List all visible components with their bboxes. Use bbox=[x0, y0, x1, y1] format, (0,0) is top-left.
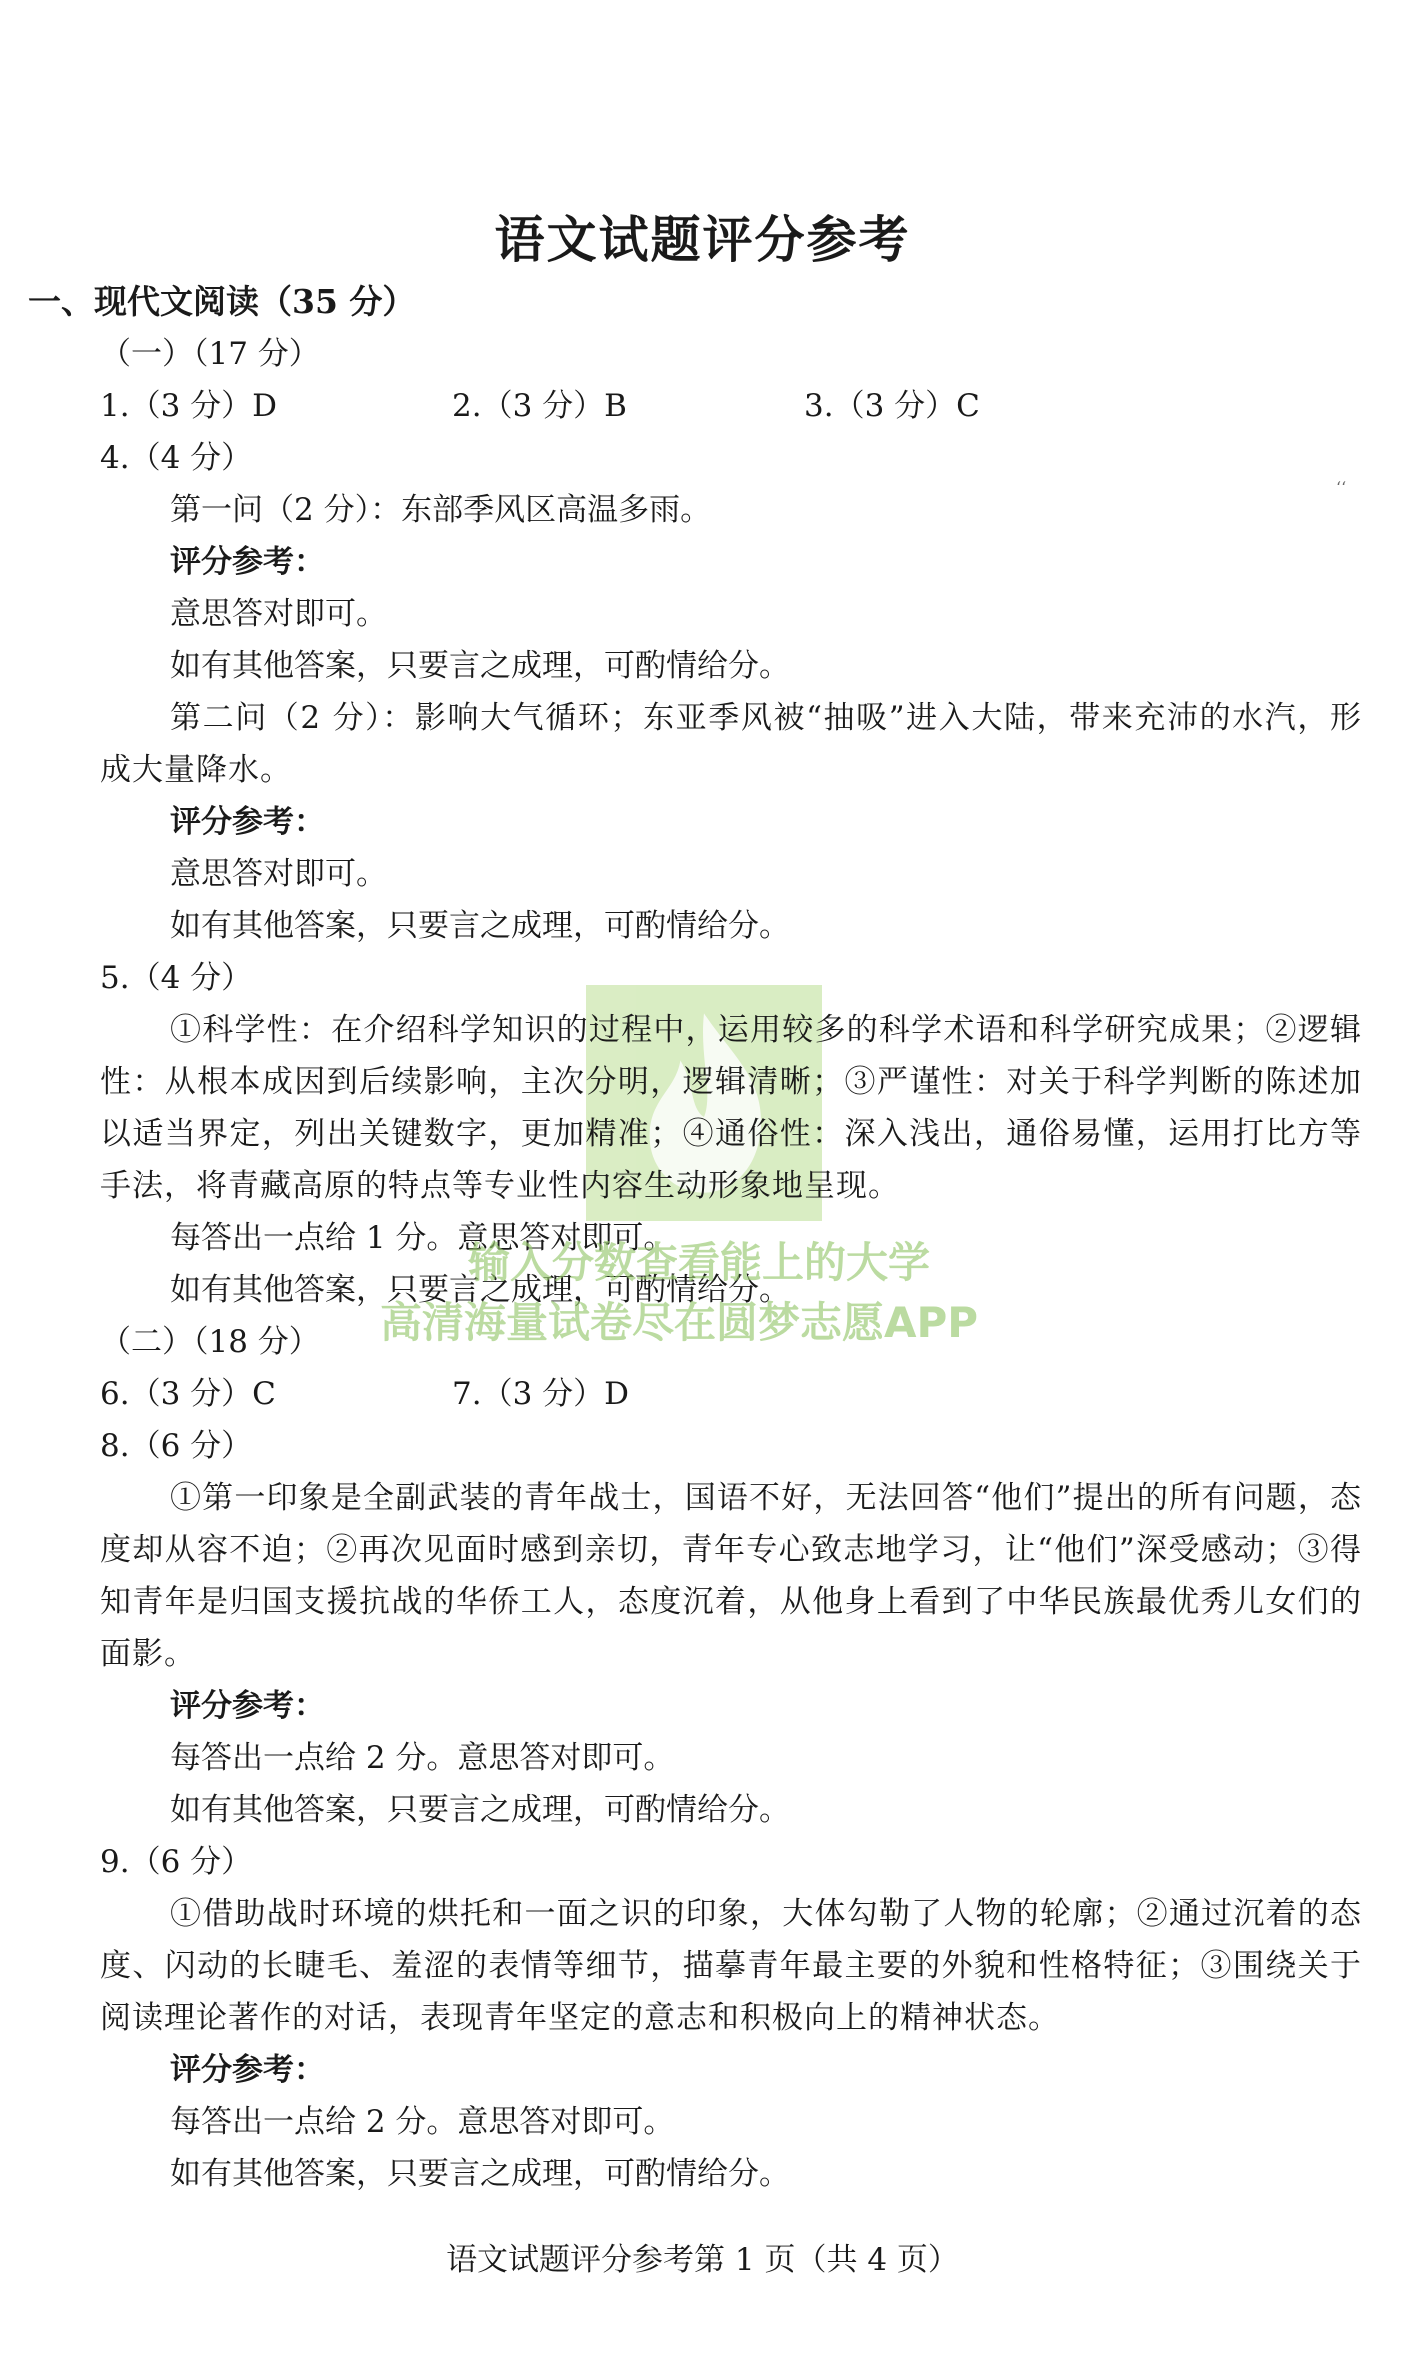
scoring-note: 如有其他答案，只要言之成理，可酌情给分。 bbox=[170, 908, 790, 944]
page-footer: 语文试题评分参考第 1 页（共 4 页） bbox=[446, 2242, 959, 2278]
scoring-label: 评分参考： bbox=[170, 2052, 325, 2088]
scoring-note: 如有其他答案，只要言之成理，可酌情给分。 bbox=[170, 1792, 790, 1828]
stray-mark: ‘‘ bbox=[1336, 478, 1347, 497]
part-heading: （一）（17 分） bbox=[100, 336, 320, 372]
scoring-note: 如有其他答案，只要言之成理，可酌情给分。 bbox=[170, 1272, 790, 1308]
part-heading: （二）（18 分） bbox=[100, 1324, 320, 1360]
answer-paragraph: ①第一印象是全副武装的青年战士，国语不好，无法回答“他们”提出的所有问题，态度却从容不迫；②再次见面时感到亲切，青年专心致志地学习，让“他们”深受感动；③得知青年是归国支援抗战的华侨工人，态度沉着，从他身上看到了中华民族最优秀儿女们的面影。 bbox=[100, 1480, 1362, 1672]
scoring-text: 每答出一点给 2 分。意思答对即可。 bbox=[170, 2104, 675, 2140]
answer-q3: 3.（3 分）C bbox=[804, 388, 980, 424]
scoring-note: 如有其他答案，只要言之成理，可酌情给分。 bbox=[170, 2156, 790, 2192]
answer-text: 第一问（2 分）：东部季风区高温多雨。 bbox=[170, 492, 712, 528]
scoring-text: 意思答对即可。 bbox=[170, 856, 387, 892]
answer-paragraph: ①科学性：在介绍科学知识的过程中，运用较多的科学术语和科学研究成果；②逻辑性：从根本成因到后续影响，主次分明，逻辑清晰；③严谨性：对关于科学判断的陈述加以适当界定，列出关键数字，更加精准；④通俗性：深入浅出，通俗易懂，运用打比方等手法，将青藏高原的特点等专业性内容生动形象地呈现。 bbox=[100, 1012, 1362, 1204]
question-heading: 8.（6 分） bbox=[100, 1428, 253, 1464]
watermark-line: 高清海量试卷尽在圆梦志愿APP bbox=[380, 1298, 979, 1347]
scoring-note: 如有其他答案，只要言之成理，可酌情给分。 bbox=[170, 648, 790, 684]
scoring-text: 意思答对即可。 bbox=[170, 596, 387, 632]
question-heading: 4.（4 分） bbox=[100, 440, 253, 476]
scoring-label: 评分参考： bbox=[170, 544, 325, 580]
answer-paragraph: 第二问（2 分）：影响大气循环；东亚季风被“抽吸”进入大陆，带来充沛的水汽，形成大量降水。 bbox=[100, 700, 1362, 788]
answer-q7: 7.（3 分）D bbox=[452, 1376, 630, 1412]
page-title: 语文试题评分参考 bbox=[494, 210, 911, 269]
answer-q2: 2.（3 分）B bbox=[452, 388, 627, 424]
answer-paragraph: ①借助战时环境的烘托和一面之识的印象，大体勾勒了人物的轮廓；②通过沉着的态度、闪动的长睫毛、羞涩的表情等细节，描摹青年最主要的外貌和性格特征；③围绕关于阅读理论著作的对话，表现青年坚定的意志和积极向上的精神状态。 bbox=[100, 1896, 1362, 2036]
question-heading: 9.（6 分） bbox=[100, 1844, 253, 1880]
scoring-text: 每答出一点给 2 分。意思答对即可。 bbox=[170, 1740, 675, 1776]
answer-q1: 1.（3 分）D bbox=[100, 388, 278, 424]
section-heading: 一、现代文阅读（35 分） bbox=[28, 282, 416, 321]
answer-q6: 6.（3 分）C bbox=[100, 1376, 276, 1412]
question-heading: 5.（4 分） bbox=[100, 960, 253, 996]
scoring-label: 评分参考： bbox=[170, 1688, 325, 1724]
scoring-label: 评分参考： bbox=[170, 804, 325, 840]
scoring-text: 每答出一点给 1 分。意思答对即可。 bbox=[170, 1220, 675, 1256]
watermark-line: 输入分数查看能上的大学 bbox=[468, 1238, 931, 1287]
